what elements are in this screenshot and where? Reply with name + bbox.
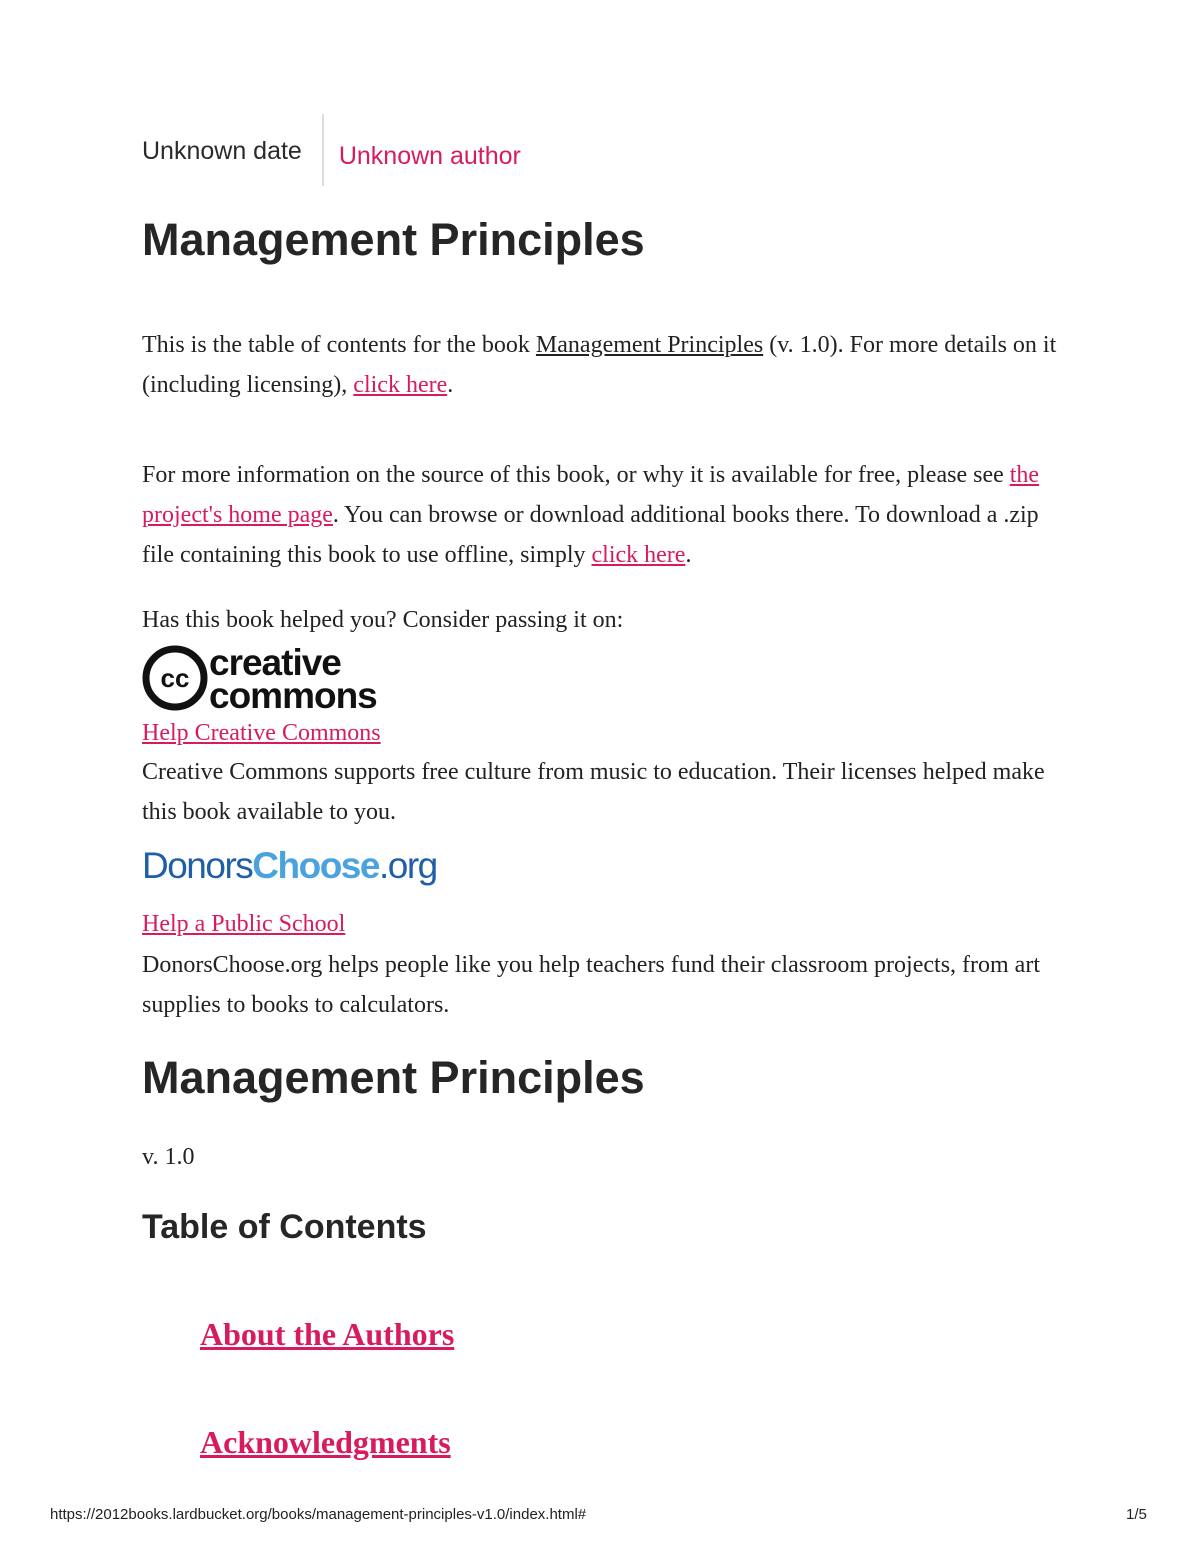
meta-author-link[interactable]: Unknown author [338,142,521,170]
cc-badge-text: cc [160,663,190,693]
book-link[interactable]: Management Principles [535,332,764,358]
intro-text-2: (v. 1.0). For more details on it (including licensing), [142,332,1057,398]
cc-logo-word-2: commons [209,675,377,712]
dc-logo-part-1: Donors [142,845,253,886]
source-text-1: For more information on the source of this book, or why it is available for free, please see [142,462,1010,488]
intro-paragraph [142,325,1072,405]
article-meta [142,114,521,186]
project-home-link[interactable]: the project's home page [142,462,1040,528]
toc-item-acknowledgments[interactable]: Acknowledgments [200,1424,451,1460]
creative-commons-logo [141,644,441,712]
dc-logo-part-2: Choose [252,845,379,886]
help-public-school-link[interactable]: Help a Public School [142,911,346,937]
book-title: Management Principles [142,1052,645,1103]
source-paragraph [142,455,1072,575]
source-text-2: . You can browse or download additional books there. To download a .zip file containing this book to use offline, simply [142,502,1039,568]
creative-commons-description: Creative Commons supports free culture from music to education. Their licenses helped make this book available to you. [142,759,1045,825]
helped-text: Has this book helped you? Consider passing it on: [142,607,624,633]
donors-choose-description: DonorsChoose.org helps people like you help teachers fund their classroom projects, from art supplies to books to calculators. [142,952,1040,1018]
cc-logo-word-1: creative [209,644,341,683]
toc-heading: Table of Contents [142,1208,427,1246]
download-click-here-link[interactable]: click here [591,542,686,568]
intro-text-3: . [447,372,454,398]
source-text-3: . [685,542,692,568]
intro-text-1: This is the table of contents for the book [142,332,536,358]
meta-date: Unknown date [142,137,302,165]
page-title: Management Principles [142,214,645,265]
svg-text:DonorsChoose.org [142,845,437,886]
help-creative-commons-link[interactable]: Help Creative Commons [142,720,381,746]
details-click-here-link[interactable]: click here [353,372,448,398]
dc-logo-part-3: .org [378,845,437,886]
toc-item-about-the-authors[interactable]: About the Authors [200,1316,455,1352]
donors-choose-logo [142,844,442,890]
footer-page-number: 1/5 [1126,1506,1147,1523]
version-label: v. 1.0 [142,1144,195,1170]
footer-url: https://2012books.lardbucket.org/books/management-principles-v1.0/index.html# [50,1506,587,1523]
